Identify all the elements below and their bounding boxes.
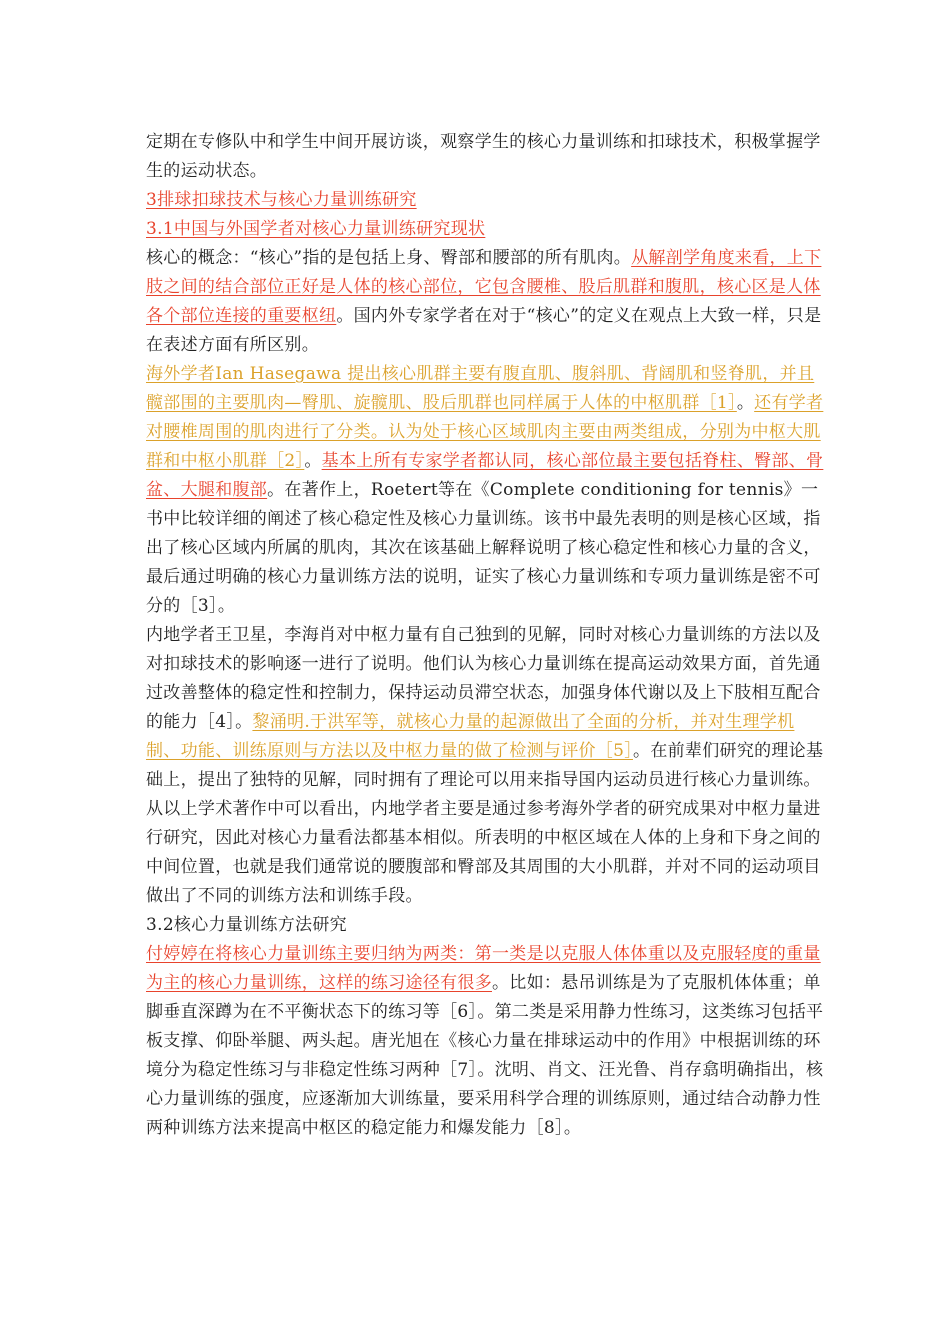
highlighted-text-gold: 海外学者Ian Hasegawa 提出核心肌群主要有腹直肌、腹斜肌、背阔肌和竖脊肌，并且髋部围的主要肌肉—臀肌、旋髋肌、股后肌群也同样属于人体的中枢肌群［1］ [146, 364, 815, 413]
paragraph-foreign-scholars [146, 360, 826, 621]
paragraph-summary [146, 795, 826, 911]
highlighted-heading: 3排球扣球技术与核心力量训练研究 [146, 190, 417, 210]
subsection-heading-3-1 [146, 215, 826, 244]
document-body [146, 128, 826, 1143]
text-segment: 内地学者王卫星，李海肖对中枢力量有自己独到的见解，同时对核心力量训练的方法以及对扣球技术的影响逐一进行了说明。他们认为核心力量训练在提高运动效果方面，首先通过改善整体的稳定性和控制力，保持运动员滞空状态，加强身体代谢以及上下肢相互配合的能力［4］。 [146, 625, 821, 732]
paragraph-training-methods [146, 940, 826, 1143]
highlighted-text-red: 基本上所有专家学者都认同，核心部位最主要包括脊柱、臀部、骨盆、大腿和腹部 [146, 451, 824, 500]
paragraph-domestic-scholars [146, 621, 826, 795]
text-segment: 从以上学术著作中可以看出，内地学者主要是通过参考海外学者的研究成果对中枢力量进行研究，因此对核心力量看法都基本相似。所表明的中枢区域在人体的上身和下身之间的中间位置，也就是我们通常说的腰腹部和臀部及其周围的大小肌群，并对不同的运动项目做出了不同的训练方法和训练手段。 [146, 799, 821, 906]
text-segment: 。 [304, 451, 322, 471]
heading-text: 3.2核心力量训练方法研究 [146, 915, 347, 935]
highlighted-heading: 3.1中国与外国学者对核心力量训练研究现状 [146, 219, 486, 239]
section-heading-3 [146, 186, 826, 215]
text-segment: 。在前辈们研究的理论基础上，提出了独特的见解，同时拥有了理论可以用来指导国内运动员进行核心力量训练。 [146, 741, 824, 790]
paragraph-core-concept [146, 244, 826, 360]
text-segment: 。比如：悬吊训练是为了克服机体体重；单脚垂直深蹲为在不平衡状态下的练习等［6］。第二类是采用静力性练习，这类练习包括平板支撑、仰卧举腿、两头起。唐光旭在《核心力量在排球运动中的作用》中根据训练的环境分为稳定性练习与非稳定性练习两种［7］。沈明、肖文、汪光鲁、肖存翕明确指出，核心力量训练的强度，应逐渐加大训练量，要采用科学合理的训练原则，通过结合动静力性两种训练方法来提高中枢区的稳定能力和爆发能力［8］。 [146, 973, 824, 1138]
text-segment: 。在著作上，Roetert等在《Complete conditioning for tennis》一书中比较详细的阐述了核心稳定性及核心力量训练。该书中最先表明的则是核心区域，指出了核心区域内所属的肌肉，其次在该基础上解释说明了核心稳定性和核心力量的含义，最后通过明确的核心力量训练方法的说明，证实了核心力量训练和专项力量训练是密不可分的［3］。 [146, 480, 821, 616]
text-segment: 。 [736, 393, 755, 413]
text-segment: 定期在专修队中和学生中间开展访谈，观察学生的核心力量训练和扣球技术，积极掌握学生的运动状态。 [146, 132, 821, 181]
highlighted-text-gold: 黎涌明.于洪军等，就核心力量的起源做出了全面的分析，并对生理学机制、功能、训练原则与方法以及中枢力量的做了检测与评价［5］ [146, 712, 795, 761]
highlighted-text-gold: 还有学者对腰椎周围的肌肉进行了分类。认为处于核心区域肌肉主要由两类组成，分别为中枢大肌群和中枢小肌群［2］ [146, 393, 824, 471]
highlighted-text-red: 从解剖学角度来看，上下肢之间的结合部位正好是人体的核心部位，它包含腰椎、股后肌群和腹肌，核心区是人体各个部位连接的重要枢纽 [146, 248, 822, 326]
subsection-heading-3-2 [146, 911, 826, 940]
highlighted-text-red: 付婷婷在将核心力量训练主要归纳为两类：第一类是以克服人体体重以及克服轻度的重量为主的核心力量训练，这样的练习途径有很多 [146, 944, 821, 993]
paragraph-interview-method [146, 128, 826, 186]
text-segment: 。国内外专家学者在对于“核心”的定义在观点上大致一样，只是在表述方面有所区别。 [146, 306, 822, 355]
text-segment: 核心的概念：“核心”指的是包括上身、臀部和腰部的所有肌肉。 [146, 248, 632, 268]
